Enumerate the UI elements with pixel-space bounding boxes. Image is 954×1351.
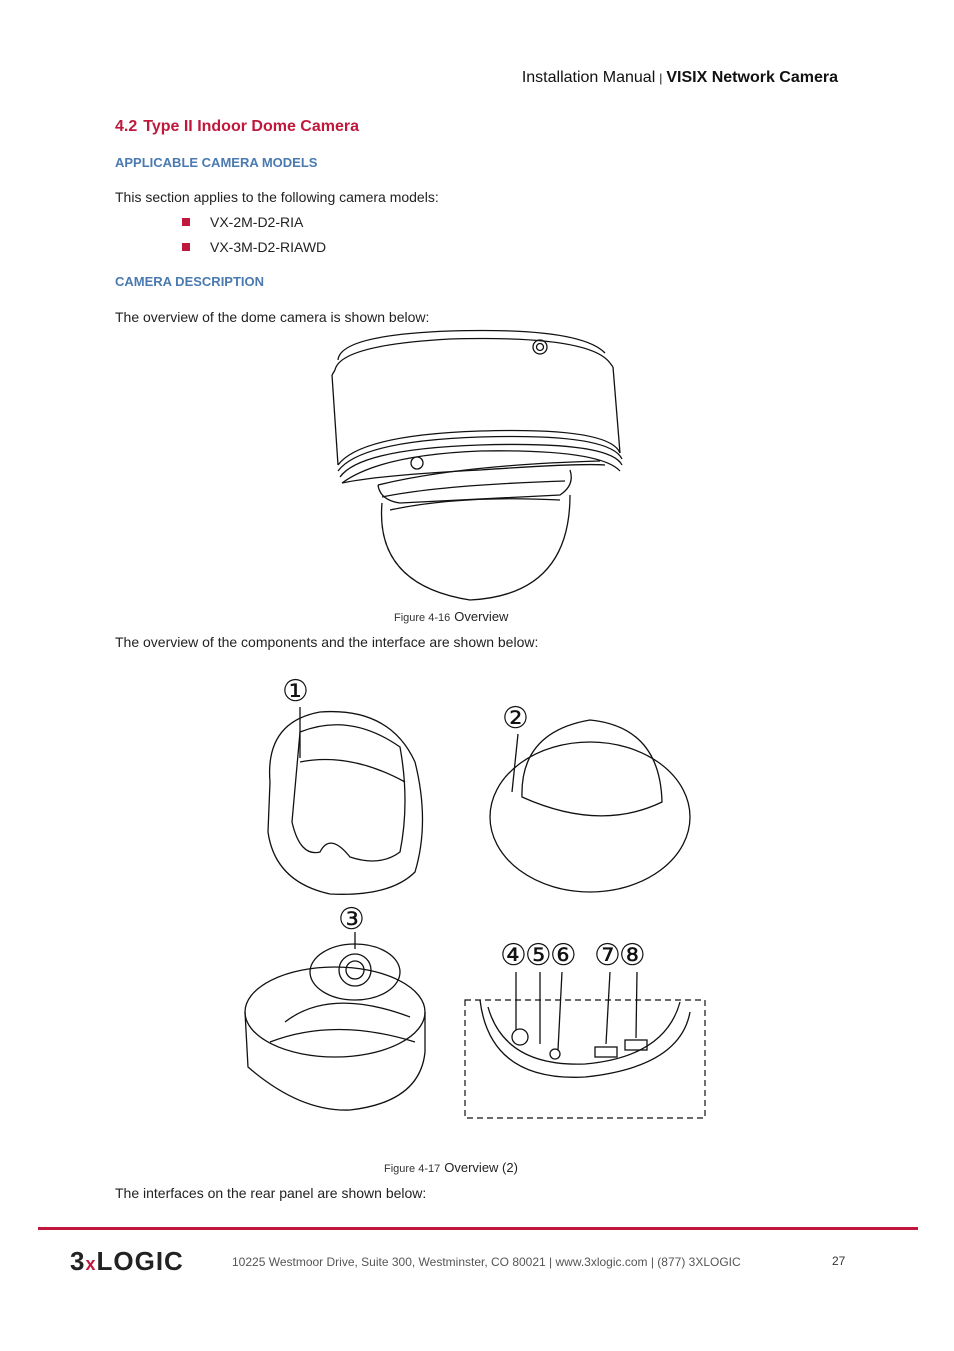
models-heading: APPLICABLE CAMERA MODELS xyxy=(115,155,318,170)
callout-7-8 xyxy=(594,938,644,973)
model-name: VX-3M-D2-RIAWD xyxy=(210,239,327,255)
figure-caption-text: Overview (2) xyxy=(444,1160,518,1175)
figure-label: Figure 4-17 xyxy=(384,1163,441,1175)
description-intro: The overview of the dome camera is shown below: xyxy=(115,309,430,325)
components-intro: The overview of the components and the interface are shown below: xyxy=(115,634,539,650)
bullet-square-icon xyxy=(182,218,190,226)
company-logo xyxy=(70,1246,184,1277)
section-title xyxy=(115,118,359,136)
figure-caption xyxy=(394,609,508,624)
callout-3: ③ xyxy=(338,903,365,936)
models-intro: This section applies to the following camera models: xyxy=(115,189,439,205)
callout-1: ① xyxy=(282,675,309,708)
header-product: VISIX Network Camera xyxy=(666,69,838,86)
header-title: Installation Manual xyxy=(521,69,656,86)
page-number: 27 xyxy=(832,1254,846,1268)
list-item xyxy=(182,214,303,230)
callout-6: ⑥ xyxy=(549,939,575,972)
figure-caption xyxy=(384,1160,518,1175)
header-separator: | xyxy=(659,71,663,85)
running-header xyxy=(522,69,838,87)
figure-caption-text: Overview xyxy=(454,609,509,624)
callout-2: ② xyxy=(502,702,529,735)
logo-prefix: 3 xyxy=(70,1246,86,1276)
list-item xyxy=(182,239,326,255)
model-name: VX-2M-D2-RIA xyxy=(210,214,304,230)
callout-4-6 xyxy=(500,938,575,973)
rear-intro: The interfaces on the rear panel are shown below: xyxy=(115,1185,427,1201)
callout-5: ⑤ xyxy=(524,939,550,972)
section-title-text: Type II Indoor Dome Camera xyxy=(143,118,359,135)
callout-7: ⑦ xyxy=(594,939,619,972)
dome-camera-illustration xyxy=(320,325,630,605)
logo-suffix: LOGIC xyxy=(96,1246,184,1276)
bullet-square-icon xyxy=(182,243,190,251)
footer-address: 10225 Westmoor Drive, Suite 300, Westminster, CO 80021 | www.3xlogic.com | (877) 3XLOGIC xyxy=(232,1255,741,1269)
description-heading: CAMERA DESCRIPTION xyxy=(115,274,265,289)
callout-8: ⑧ xyxy=(618,939,644,972)
logo-x: x xyxy=(85,1254,97,1274)
figure-label: Figure 4-16 xyxy=(394,612,451,624)
footer-rule xyxy=(38,1227,918,1230)
section-number: 4.2 xyxy=(115,118,138,135)
components-illustration xyxy=(240,672,720,1132)
callout-4: ④ xyxy=(500,939,525,972)
